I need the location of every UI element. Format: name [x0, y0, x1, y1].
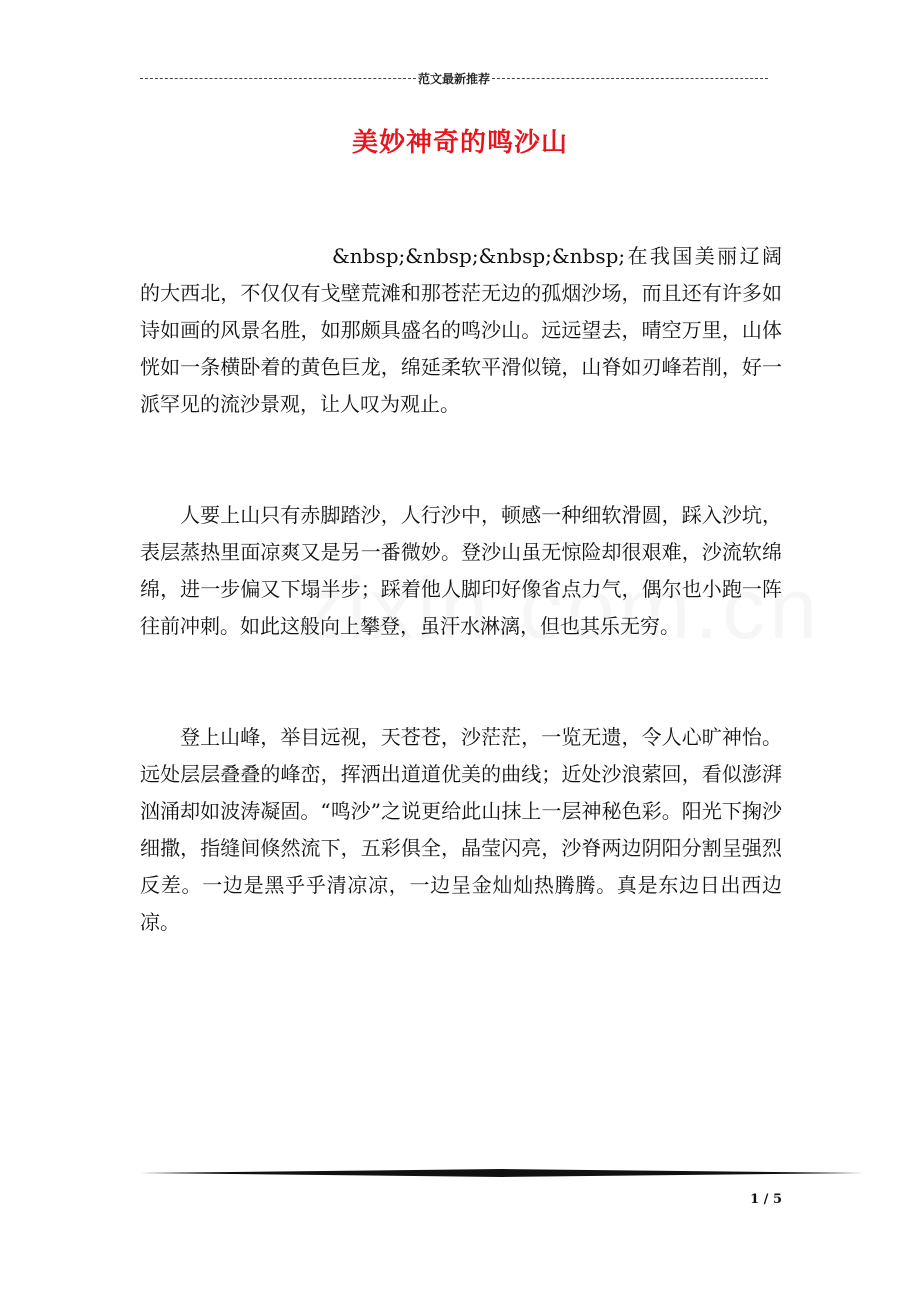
page-number: 1 / 5: [750, 1192, 782, 1207]
header-label: 范文最新推荐: [418, 71, 491, 86]
page-header: [140, 68, 768, 88]
document-body: [140, 238, 782, 1015]
header-dash-right: [492, 78, 768, 79]
document-title: 美妙神奇的鸣沙山: [351, 128, 568, 158]
footer-rule: [140, 1168, 864, 1178]
paragraph-3: 登上山峰，举目远视，天苍苍，沙茫茫，一览无遗，令人心旷神怡。远处层层叠叠的峰峦，挥洒出道道优美的曲线；近处沙浪萦回，看似澎湃汹涌却如波涛凝固。“鸣沙”之说更给此山抹上一层神秘色彩。阳光下掬沙细撒，指缝间倏然流下，五彩俱全，晶莹闪亮，沙脊两边阴阳分割呈强烈反差。一边是黑乎乎清凉凉，一边呈金灿灿热腾腾。真是东边日出西边凉。: [140, 725, 782, 934]
header-dash-left: [140, 78, 416, 79]
paragraph-2: 人要上山只有赤脚踏沙，人行沙中，顿感一种细软滑圆，踩入沙坑，表层蒸热里面凉爽又是另一番微妙。登沙山虽无惊险却很艰难，沙流软绵绵，进一步偏又下塌半步；踩着他人脚印好像省点力气，偶尔也小跑一阵往前冲刺。如此这般向上攀登，虽汗水淋漓，但也其乐无穷。: [140, 503, 782, 638]
paragraph-1: [140, 238, 782, 423]
paragraph-1-text: &nbsp;&nbsp;&nbsp;&nbsp;在我国美丽辽阔的大西北，不仅仅有戈壁荒滩和那苍茫无边的孤烟沙场，而且还有许多如诗如画的风景名胜，如那颇具盛名的鸣沙山。远远望去，晴空万里，山体恍如一条横卧着的黄色巨龙，绵延柔软平滑似镜，山脊如刃峰若削，好一派罕见的流沙景观，让人叹为观止。: [140, 244, 782, 416]
